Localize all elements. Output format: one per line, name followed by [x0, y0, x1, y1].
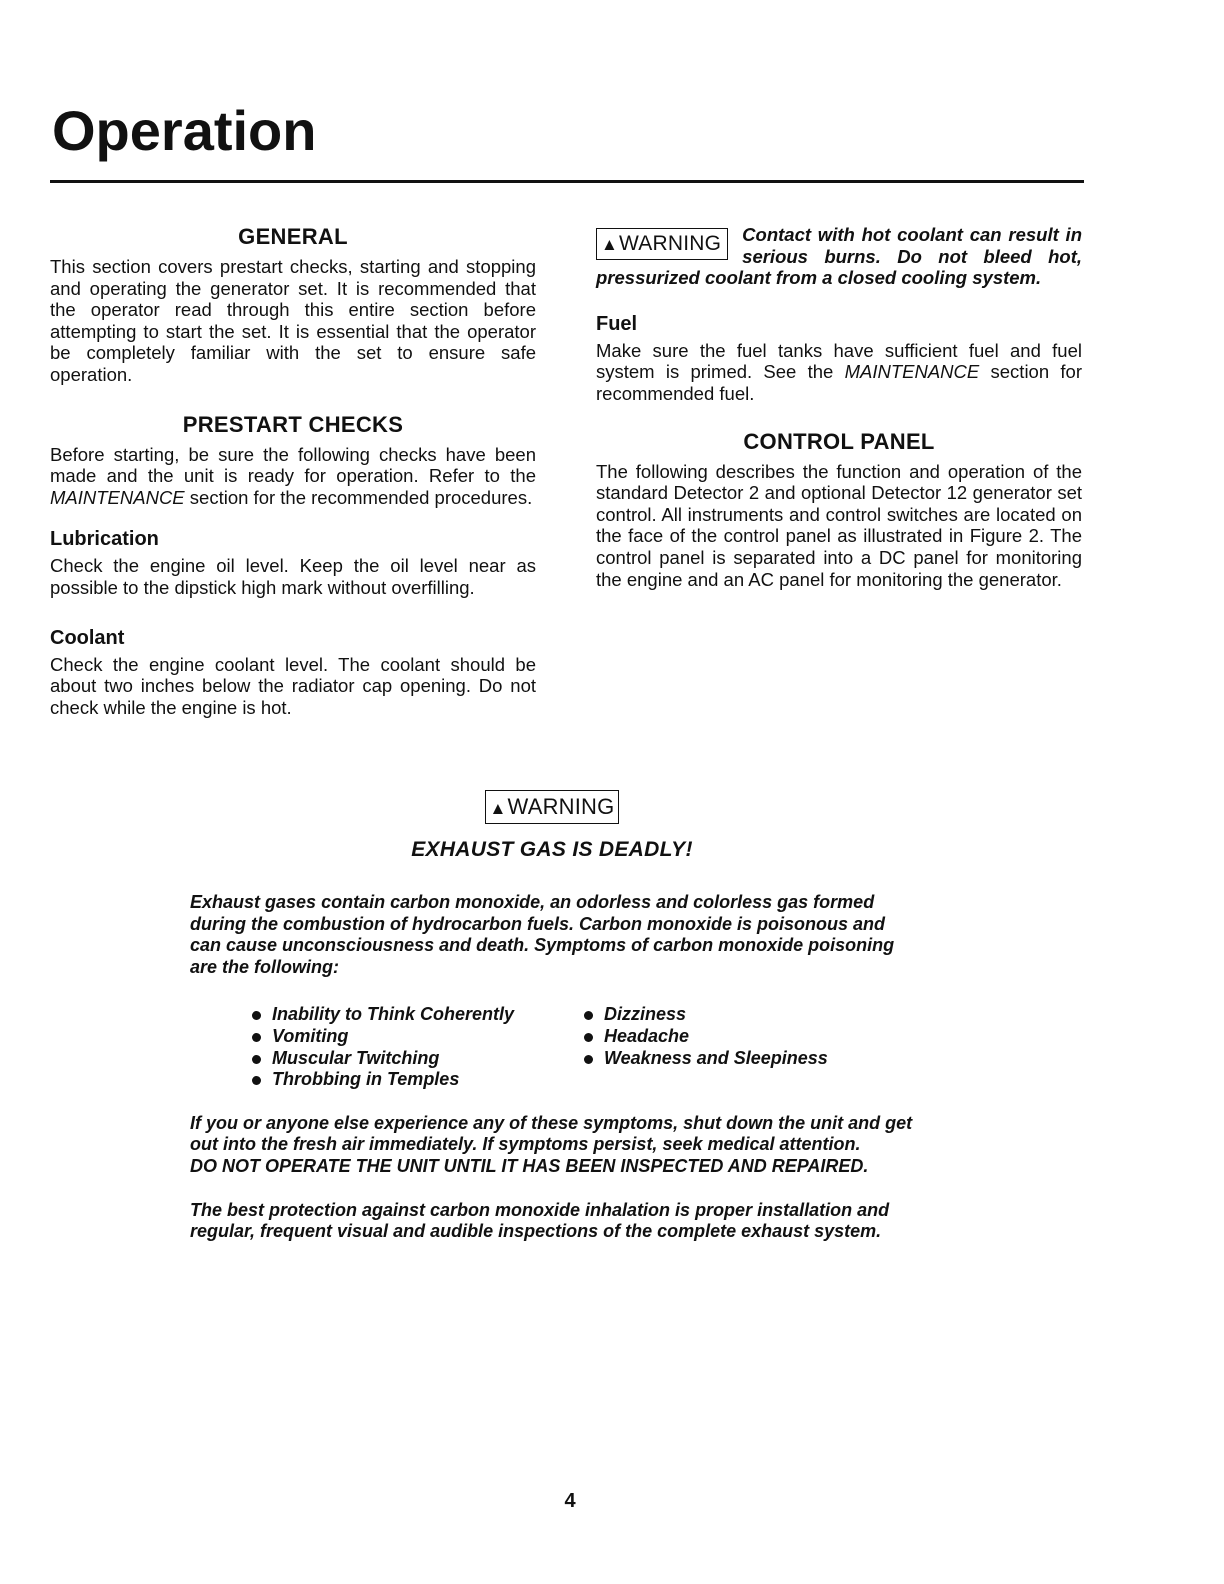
prestart-text: [50, 444, 536, 509]
control-panel-text: The following describes the function and operation of the standard Detector 2 and optional Detector 12 generator set control. All instruments and control switches are located on the face of the control panel as illustrated in Figure 2. The control panel is separated into a DC panel for monitoring the engine and an AC panel for monitoring the generator.: [596, 460, 1082, 590]
exhaust-warning-action: [190, 1113, 914, 1178]
coolant-section: [50, 627, 536, 719]
list-item: Headache: [582, 1026, 828, 1048]
control-panel-heading: CONTROL PANEL: [743, 428, 935, 454]
list-item: Weakness and Sleepiness: [582, 1048, 828, 1070]
list-item: Dizziness: [582, 1004, 828, 1026]
control-panel-section: [596, 429, 1082, 591]
coolant-warning-label: WARNING: [619, 232, 722, 255]
exhaust-warning-badge: [485, 790, 620, 824]
fuel-section: [596, 313, 1082, 405]
prestart-text-before: Before starting, be sure the following checks have been made and the unit is ready for operation. Refer to the: [50, 443, 536, 487]
coolant-text: Check the engine coolant level. The coolant should be about two inches below the radiator cap opening. Do not check while the engine is hot.: [50, 653, 536, 718]
exhaust-warning-protection: The best protection against carbon monoxide inhalation is proper installation and regular, frequent visual and audible inspections of the complete exhaust system.: [190, 1199, 890, 1242]
prestart-section: [50, 412, 536, 509]
fuel-text: [596, 340, 1082, 405]
symptom-list: [250, 1004, 914, 1090]
coolant-warning-text: Contact with hot coolant can result in serious burns. Do not bleed hot, pressurized coolant from a closed cooling system.: [596, 224, 1082, 289]
page-title: Operation: [52, 99, 317, 162]
lubrication-text: Check the engine oil level. Keep the oil level near as possible to the dipstick high mark without overfilling.: [50, 555, 536, 598]
exhaust-warning-intro: Exhaust gases contain carbon monoxide, an odorless and colorless gas formed during the combustion of hydrocarbon fuels. Carbon monoxide is poisonous and can cause unconsciousness and death. Symptoms of carbon monoxide poisoning are the following:: [190, 892, 895, 977]
right-column: [596, 224, 1082, 590]
exhaust-warning-action-text: If you or anyone else experience any of these symptoms, shut down the unit and get out into the fresh air immediately. If symptoms persist, seek medical attention.: [190, 1112, 913, 1155]
prestart-heading: PRESTART CHECKS: [182, 411, 404, 437]
general-section: [50, 224, 536, 386]
left-column: [50, 224, 536, 718]
warning-triangle-icon: ▲: [601, 235, 619, 254]
exhaust-warning-action-caps: DO NOT OPERATE THE UNIT UNTIL IT HAS BEEN INSPECTED AND REPAIRED.: [190, 1155, 869, 1176]
page-number: 4: [564, 1490, 576, 1512]
fuel-heading: Fuel: [596, 312, 638, 335]
prestart-maintenance-ref: MAINTENANCE: [50, 486, 185, 508]
fuel-text-after: section for recommended fuel.: [596, 361, 1082, 404]
fuel-text-before: Make sure the fuel tanks have sufficient fuel and fuel system is primed. See the: [596, 339, 1082, 383]
list-item: Throbbing in Temples: [250, 1069, 582, 1091]
exhaust-warning-title: EXHAUST GAS IS DEADLY!: [411, 838, 693, 861]
warning-triangle-icon: ▲: [489, 799, 507, 818]
exhaust-warning-label: WARNING: [507, 794, 615, 819]
symptom-list-right: [582, 1004, 828, 1090]
symptom-list-left: [250, 1004, 582, 1090]
title-rule: [50, 180, 1084, 183]
list-item: Muscular Twitching: [250, 1048, 582, 1070]
general-heading: GENERAL: [238, 224, 348, 249]
coolant-warning-badge: [596, 228, 728, 260]
coolant-warning: [596, 224, 1082, 289]
lubrication-section: [50, 528, 536, 598]
exhaust-warning: [190, 790, 914, 1243]
list-item: Vomiting: [250, 1026, 582, 1048]
list-item: Inability to Think Coherently: [250, 1004, 582, 1026]
prestart-text-after: section for the recommended procedures.: [184, 486, 533, 508]
lubrication-heading: Lubrication: [50, 528, 159, 551]
fuel-maintenance-ref: MAINTENANCE: [844, 361, 980, 383]
general-text: This section covers prestart checks, starting and stopping and operating the generator set. It is recommended that the operator read through this entire section before attempting to start the set. It is essential that the operator be completely familiar with the set to ensure safe operation.: [50, 256, 536, 385]
coolant-heading: Coolant: [50, 626, 125, 649]
